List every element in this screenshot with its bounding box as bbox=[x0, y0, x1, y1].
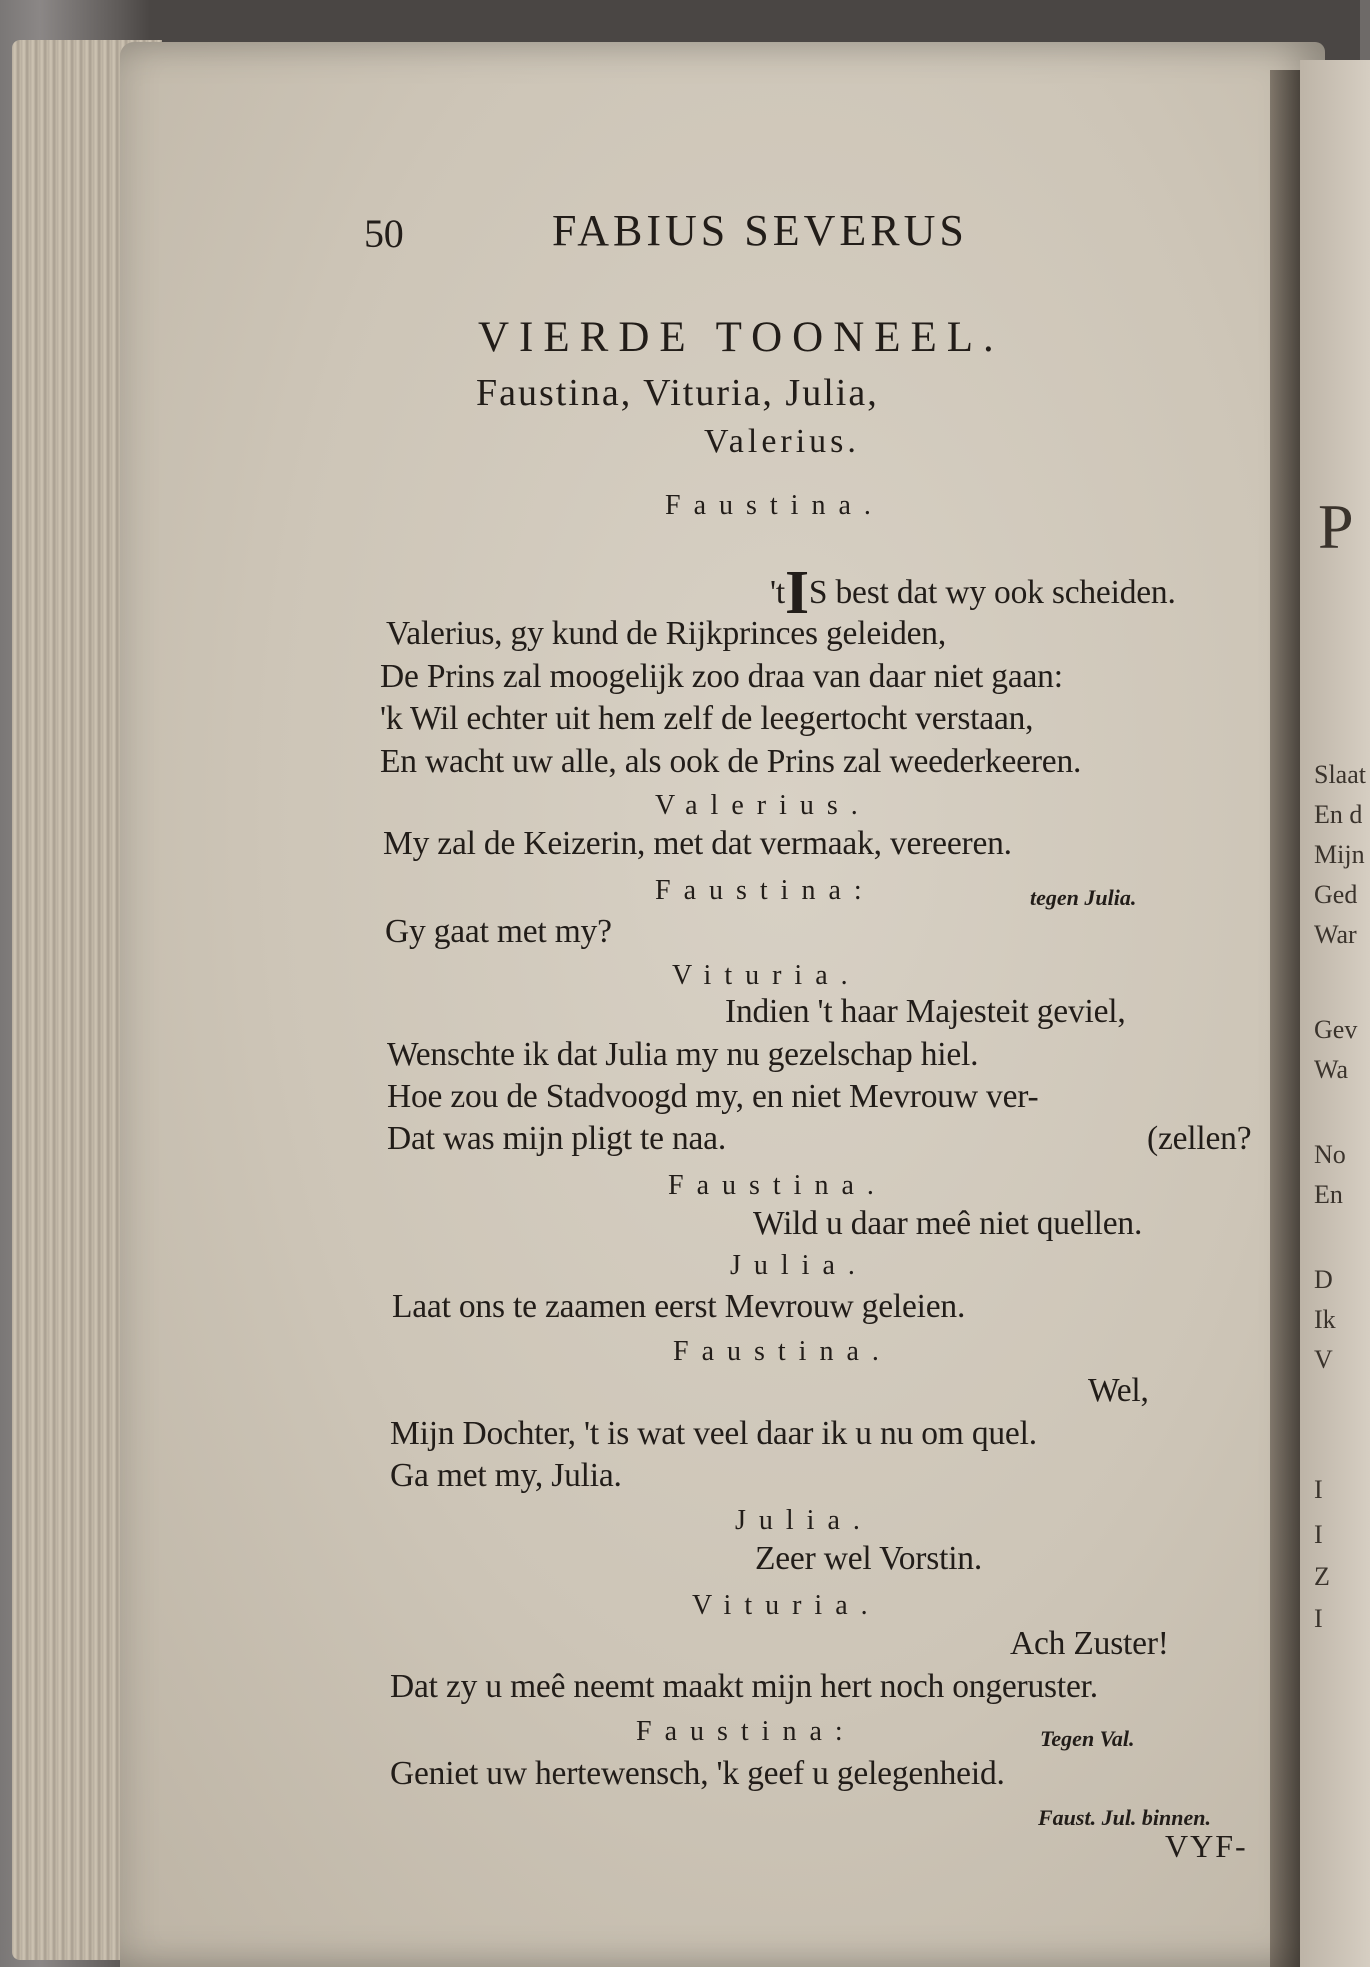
stage-direction: tegen Julia. bbox=[1030, 885, 1137, 910]
facing-page-fragment: Slaat bbox=[1314, 760, 1366, 789]
speaker-name: Julia. bbox=[730, 1250, 868, 1281]
speaker-name: Faustina: bbox=[655, 875, 875, 906]
verse-line: Dat was mijn pligt te naa. bbox=[387, 1120, 727, 1157]
verse-line: Dat zy u meê neemt maakt mijn hert noch ongeruster. bbox=[390, 1668, 1098, 1705]
drop-cap: I bbox=[784, 559, 809, 627]
speaker-name: Valerius. bbox=[655, 790, 871, 821]
verse-line: Wel, bbox=[1088, 1372, 1149, 1409]
verse-line: Ach Zuster! bbox=[1010, 1625, 1169, 1662]
page-number: 50 bbox=[364, 211, 404, 256]
facing-page-letter: P bbox=[1318, 491, 1354, 562]
stage-direction: Tegen Val. bbox=[1040, 1726, 1135, 1751]
catchword: VYF- bbox=[1165, 1828, 1248, 1864]
verse-line: Hoe zou de Stadvoogd my, en niet Mevrouw ver- bbox=[387, 1078, 1039, 1115]
facing-page-fragment: I bbox=[1314, 1520, 1323, 1549]
verse-line: Wenschte ik dat Julia my nu gezelschap hiel. bbox=[387, 1036, 979, 1073]
verse-line: My zal de Keizerin, met dat vermaak, vereeren. bbox=[383, 825, 1012, 862]
speaker-name: Faustina. bbox=[665, 490, 884, 521]
scene-heading: VIERDE TOONEEL. bbox=[478, 314, 1004, 361]
verse-line: De Prins zal moogelijk zoo draa van daar niet gaan: bbox=[380, 658, 1063, 695]
speaker-name: Julia. bbox=[735, 1505, 873, 1536]
verse-line: Mijn Dochter, 't is wat veel daar ik u nu om quel. bbox=[390, 1415, 1037, 1452]
facing-page-fragment: No bbox=[1314, 1140, 1346, 1169]
facing-page-fragment: V bbox=[1314, 1345, 1333, 1374]
facing-page-fragment: Z bbox=[1314, 1562, 1330, 1591]
verse-fragment: S best dat wy ook scheiden. bbox=[808, 574, 1176, 611]
verse-line: Zeer wel Vorstin. bbox=[755, 1540, 983, 1577]
facing-page-fragment: I bbox=[1314, 1604, 1323, 1633]
cast-list-line: Faustina, Vituria, Julia, bbox=[476, 372, 879, 414]
facing-page-fragment: Ged bbox=[1314, 880, 1358, 909]
facing-page-fragment: I bbox=[1314, 1475, 1323, 1504]
speaker-name: Faustina. bbox=[673, 1336, 892, 1367]
running-title: FABIUS SEVERUS bbox=[552, 206, 968, 255]
verse-line: Laat ons te zaamen eerst Mevrouw geleien. bbox=[392, 1288, 966, 1325]
facing-page-fragment: Ik bbox=[1314, 1305, 1336, 1334]
verse-line: En wacht uw alle, als ook de Prins zal weederkeeren. bbox=[380, 743, 1082, 780]
verse-line: (zellen? bbox=[1147, 1120, 1252, 1157]
speaker-name: Faustina: bbox=[636, 1716, 856, 1747]
facing-page-fragment: En bbox=[1314, 1180, 1343, 1209]
verse-line: Geniet uw hertewensch, 'k geef u gelegenheid. bbox=[390, 1755, 1005, 1792]
stage-direction: Faust. Jul. binnen. bbox=[1038, 1805, 1212, 1830]
speaker-name: Faustina. bbox=[668, 1170, 887, 1201]
facing-page bbox=[1300, 60, 1370, 1967]
facing-page-fragment: Mijn bbox=[1314, 840, 1365, 869]
cast-list-line: Valerius. bbox=[704, 423, 860, 460]
facing-page-fragment: Wa bbox=[1314, 1055, 1348, 1084]
speaker-name: Vituria. bbox=[692, 1590, 881, 1621]
verse-line: Wild u daar meê niet quellen. bbox=[753, 1205, 1143, 1242]
verse-line: Indien 't haar Majesteit geviel, bbox=[725, 993, 1126, 1030]
verse-fragment: 't bbox=[770, 574, 785, 611]
speaker-name: Vituria. bbox=[672, 960, 861, 991]
facing-page-fragment: D bbox=[1314, 1265, 1333, 1294]
verse-line: 'k Wil echter uit hem zelf de leegertocht verstaan, bbox=[380, 700, 1034, 737]
verse-line: Ga met my, Julia. bbox=[390, 1457, 622, 1494]
facing-page-fragment: War bbox=[1314, 920, 1357, 949]
facing-page-fragment: En d bbox=[1314, 800, 1363, 829]
verse-line: Gy gaat met my? bbox=[385, 913, 612, 950]
verse-line: Valerius, gy kund de Rijkprinces geleiden, bbox=[386, 615, 947, 652]
facing-page-fragment: Gev bbox=[1314, 1015, 1358, 1044]
